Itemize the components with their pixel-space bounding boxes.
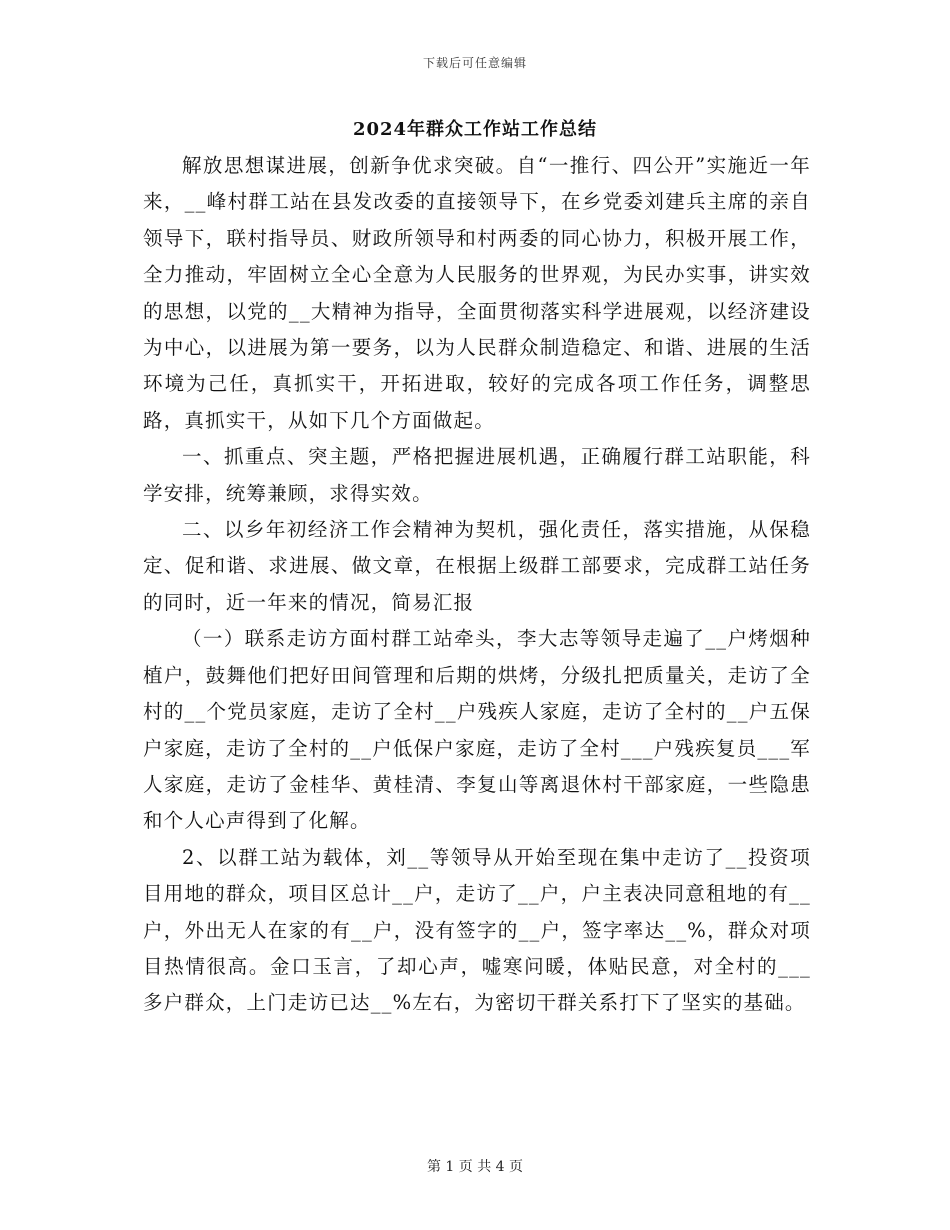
paragraph-section-1: 一、抓重点、突主题，严格把握进展机遇，正确履行群工站职能，科学安排，统筹兼顾，求得实效。 [143,445,811,505]
paragraph-section-2: 二、以乡年初经济工作会精神为契机，强化责任，落实措施，从保稳定、促和谐、求进展、做文章，在根据上级群工部要求，完成群工站任务的同时，近一年来的情况，简易汇报 [143,518,811,614]
document-body [143,148,811,1022]
page-number: 第 1 页 共 4 页 [426,1159,524,1175]
header-note: 下载后可任意编辑 [422,56,527,70]
paragraph-project-visits: 2、以群工站为载体，刘__等领导从开始至现在集中走访了__投资项目用地的群众，项目区总计__户，走访了__户，户主表决同意租地的有__户，外出无人在家的有__户，没有签字的__户，签字率达__%，群众对项目热情很高。金口玉言，了却心声，嘘寒问暖，体贴民意，对全村的___多户群众，上门走访已达__%左右，为密切干群关系打下了坚实的基础。 [143,845,811,1015]
paragraph-intro: 解放思想谋进展，创新争优求突破。自“一推行、四公开”实施近一年来，__峰村群工站在县发改委的直接领导下，在乡党委刘建兵主席的亲自领导下，联村指导员、财政所领导和村两委的同心协力，积极开展工作，全力推动，牢固树立全心全意为人民服务的世界观，为民办实事，讲实效的思想，以党的__大精神为指导，全面贯彻落实科学进展观，以经济建设为中心，以进展为第一要务，以为人民群众制造稳定、和谐、进展的生活环境为己任，真抓实干，开拓进取，较好的完成各项工作任务，调整思路，真抓实干，从如下几个方面做起。 [143,154,811,432]
paragraph-visits: （一）联系走访方面村群工站牵头，李大志等领导走遍了__户烤烟种植户，鼓舞他们把好田间管理和后期的烘烤，分级扎把质量关，走访了全村的__个党员家庭，走访了全村__户残疾人家庭，走访了全村的__户五保户家庭，走访了全村的__户低保户家庭，走访了全村___户残疾复员___军人家庭，走访了金桂华、黄桂清、李复山等离退休村干部家庭，一些隐患和个人心声得到了化解。 [143,627,811,833]
document-title: 2024年群众工作站工作总结 [352,119,598,140]
